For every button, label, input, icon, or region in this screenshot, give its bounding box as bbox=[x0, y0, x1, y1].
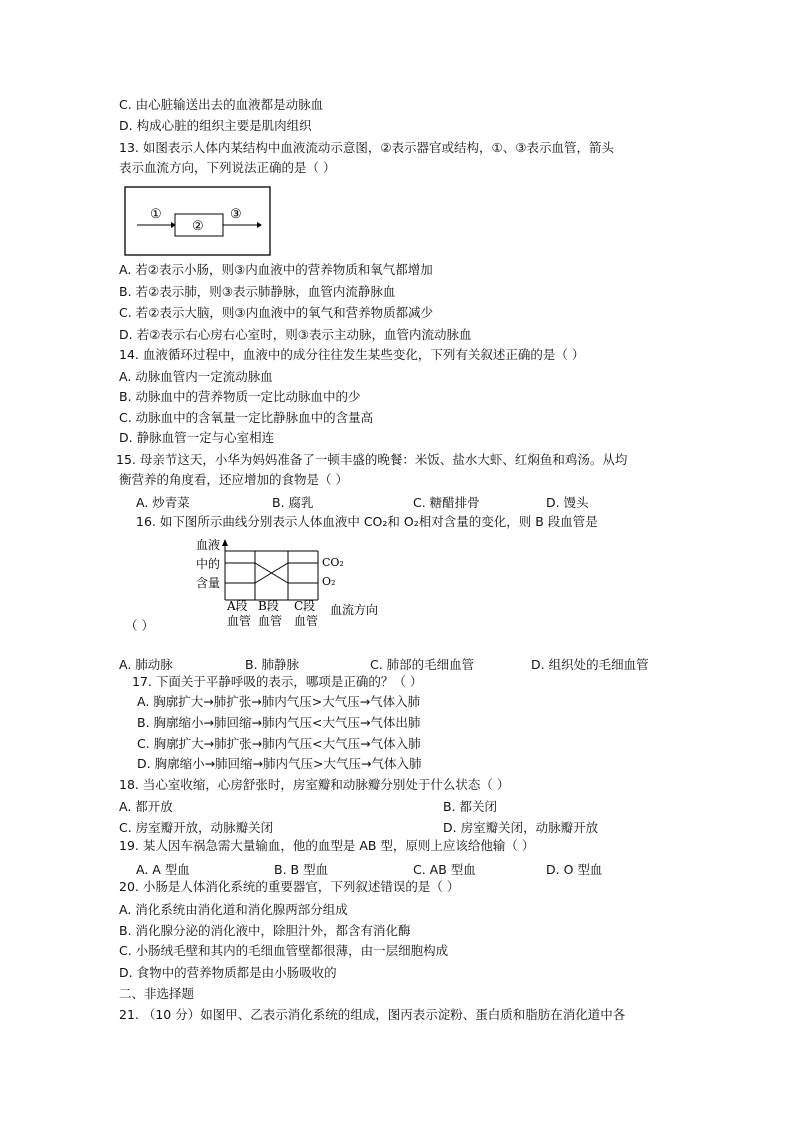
o2-label: O₂ bbox=[322, 575, 336, 588]
q16-option-a: A. 肺动脉 bbox=[119, 657, 173, 672]
q14-option-b: B. 动脉血中的营养物质一定比动脉血中的少 bbox=[119, 389, 361, 404]
q16-answer-blank: （ ） bbox=[125, 618, 154, 633]
q19-option-b: B. B 型血 bbox=[274, 862, 329, 877]
segment-c-label-2: 血管 bbox=[294, 614, 319, 628]
q19-stem: 19. 某人因车祸急需大量输血，他的血型是 AB 型，原则上应该给他输（ ） bbox=[119, 838, 535, 853]
q20-option-b: B. 消化腺分泌的消化液中，除胆汁外，都含有消化酶 bbox=[119, 923, 411, 938]
co2-label: CO₂ bbox=[322, 556, 344, 569]
q12-option-d: D. 构成心脏的组织主要是肌肉组织 bbox=[119, 118, 312, 133]
q15-option-a: A. 炒青菜 bbox=[136, 495, 190, 510]
q13-stem-line1: 13. 如图表示人体内某结构中血液流动示意图，②表示器官或结构，①、③表示血管，箭头 bbox=[119, 140, 614, 155]
q15-option-d: D. 馒头 bbox=[546, 495, 589, 510]
x-axis-label: 血流方向 bbox=[330, 603, 379, 617]
q19-option-c: C. AB 型血 bbox=[413, 862, 476, 877]
segment-b-label-2: 血管 bbox=[258, 614, 283, 628]
q17-option-c: C. 胸廓扩大→肺扩张→肺内气压<大气压→气体入肺 bbox=[137, 736, 421, 751]
q21-stem: 21. （10 分）如图甲、乙表示消化系统的组成，图丙表示淀粉、蛋白质和脂肪在消化道中各 bbox=[119, 1007, 626, 1022]
q17-option-a: A. 胸廓扩大→肺扩张→肺内气压>大气压→气体入肺 bbox=[137, 694, 421, 709]
q13-option-b: B. 若②表示肺，则③表示肺静脉，血管内流静脉血 bbox=[119, 284, 396, 299]
q15-option-c: C. 糖醋排骨 bbox=[413, 495, 480, 510]
q19-option-d: D. O 型血 bbox=[546, 862, 603, 877]
q17-option-d: D. 胸廓缩小→肺回缩→肺内气压>大气压→气体入肺 bbox=[137, 756, 422, 771]
y-label-3: 含量 bbox=[196, 576, 221, 590]
q15-stem-line1: 15. 母亲节这天，小华为妈妈准备了一顿丰盛的晚餐：米饭、盐水大虾、红焖鱼和鸡汤。从均 bbox=[116, 452, 628, 467]
q15-option-b: B. 腐乳 bbox=[272, 495, 314, 510]
q17-stem: 17. 下面关于平静呼吸的表示，哪项是正确的？（ ） bbox=[132, 674, 423, 689]
q20-option-c: C. 小肠绒毛壁和其内的毛细血管壁都很薄，由一层细胞构成 bbox=[119, 943, 449, 958]
q12-option-c: C. 由心脏输送出去的血液都是动脉血 bbox=[119, 97, 324, 112]
q13-label-2: ② bbox=[192, 219, 204, 234]
segment-a-label-2: 血管 bbox=[227, 614, 252, 628]
q18-option-c: C. 房室瓣开放，动脉瓣关闭 bbox=[119, 820, 274, 835]
q15-stem-line2: 衡营养的角度看，还应增加的食物是（ ） bbox=[119, 472, 348, 487]
q13-label-1: ① bbox=[150, 207, 162, 222]
segment-a-label: A段 bbox=[227, 599, 248, 613]
q16-stem: 16. 如下图所示曲线分别表示人体血液中 CO₂和 O₂相对含量的变化，则 B 段血管是 bbox=[136, 514, 598, 529]
q13-stem-line2: 表示血流方向，下列说法正确的是（ ） bbox=[119, 160, 336, 175]
q14-stem: 14. 血液循环过程中，血液中的成分往往发生某些变化，下列有关叙述正确的是（ ） bbox=[119, 347, 585, 362]
q17-option-b: B. 胸廓缩小→肺回缩→肺内气压<大气压→气体出肺 bbox=[137, 715, 421, 730]
q13-option-a: A. 若②表示小肠，则③内血液中的营养物质和氧气都增加 bbox=[119, 262, 433, 277]
q16-option-d: D. 组织处的毛细血管 bbox=[531, 657, 649, 672]
q18-stem: 18. 当心室收缩，心房舒张时，房室瓣和动脉瓣分别处于什么状态（ ） bbox=[119, 777, 510, 792]
y-label-1: 血液 bbox=[196, 538, 221, 552]
q16-gas-content-chart bbox=[192, 538, 392, 630]
q14-option-c: C. 动脉血中的含氧量一定比静脉血中的含量高 bbox=[119, 410, 374, 425]
q13-option-d: D. 若②表示右心房右心室时，则③表示主动脉，血管内流动脉血 bbox=[119, 327, 472, 342]
q20-option-d: D. 食物中的营养物质都是由小肠吸收的 bbox=[119, 965, 337, 980]
q19-option-a: A. A 型血 bbox=[136, 862, 190, 877]
segment-c-label: C段 bbox=[294, 599, 316, 613]
segment-b-label: B段 bbox=[258, 599, 279, 613]
section-heading: 二、非选择题 bbox=[119, 986, 195, 1001]
q14-option-d: D. 静脉血管一定与心室相连 bbox=[119, 430, 275, 445]
q14-option-a: A. 动脉血管内一定流动脉血 bbox=[119, 369, 273, 384]
q20-stem: 20. 小肠是人体消化系统的重要器官，下列叙述错误的是（ ） bbox=[119, 879, 460, 894]
q18-option-d: D. 房室瓣关闭，动脉瓣开放 bbox=[443, 820, 599, 835]
q16-option-c: C. 肺部的毛细血管 bbox=[370, 657, 475, 672]
y-label-2: 中的 bbox=[196, 557, 221, 571]
q20-option-a: A. 消化系统由消化道和消化腺两部分组成 bbox=[119, 902, 348, 917]
q16-option-b: B. 肺静脉 bbox=[245, 657, 300, 672]
q18-option-b: B. 都关闭 bbox=[443, 799, 498, 814]
q18-option-a: A. 都开放 bbox=[119, 799, 173, 814]
q13-blood-flow-diagram bbox=[124, 186, 272, 256]
q13-option-c: C. 若②表示大脑，则③内血液中的氧气和营养物质都减少 bbox=[119, 305, 434, 320]
q13-label-3: ③ bbox=[230, 207, 242, 222]
